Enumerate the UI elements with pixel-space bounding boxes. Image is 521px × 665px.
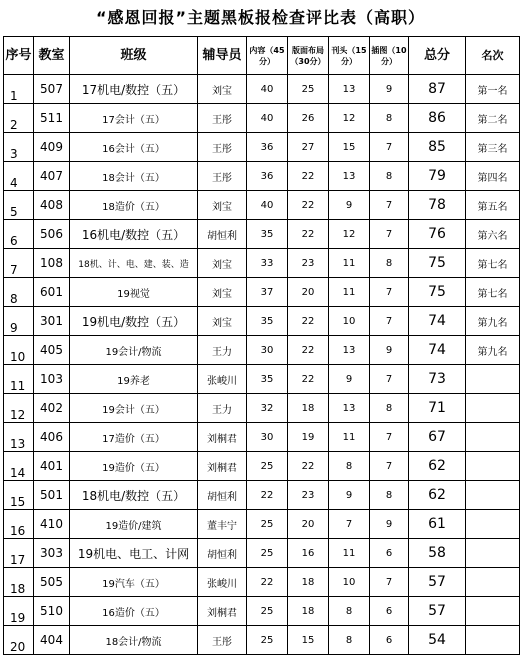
cell-illustration-score: 7 <box>370 191 409 220</box>
cell-class-name: 18机电/数控（五） <box>70 481 198 510</box>
cell-content-score: 36 <box>247 133 288 162</box>
cell-seq: 6 <box>4 220 34 249</box>
cell-seq: 9 <box>4 307 34 336</box>
cell-counselor: 张峻川 <box>198 568 247 597</box>
cell-room: 507 <box>34 75 70 104</box>
table-row <box>4 133 520 162</box>
cell-counselor: 王彤 <box>198 104 247 133</box>
cell-counselor: 胡恒利 <box>198 539 247 568</box>
header-seq: 序号 <box>4 37 34 75</box>
cell-content-score: 40 <box>247 191 288 220</box>
cell-total-score: 73 <box>409 365 466 394</box>
cell-class-name: 16机电/数控（五） <box>70 220 198 249</box>
cell-class-name: 19机电、电工、计网 <box>70 539 198 568</box>
cell-content-score: 30 <box>247 336 288 365</box>
cell-total-score: 62 <box>409 481 466 510</box>
cell-seq: 13 <box>4 423 34 452</box>
table-row <box>4 365 520 394</box>
cell-layout-score: 22 <box>288 365 329 394</box>
cell-content-score: 37 <box>247 278 288 307</box>
cell-counselor: 刘桐君 <box>198 597 247 626</box>
cell-masthead-score: 11 <box>329 423 370 452</box>
cell-illustration-score: 9 <box>370 75 409 104</box>
cell-class-name: 19会计（五） <box>70 394 198 423</box>
cell-rank <box>466 452 520 481</box>
cell-class-name: 18造价（五） <box>70 191 198 220</box>
score-table <box>3 36 520 655</box>
cell-rank <box>466 481 520 510</box>
cell-rank <box>466 423 520 452</box>
cell-seq: 15 <box>4 481 34 510</box>
cell-rank <box>466 510 520 539</box>
cell-masthead-score: 11 <box>329 539 370 568</box>
cell-layout-score: 22 <box>288 307 329 336</box>
cell-layout-score: 15 <box>288 626 329 655</box>
cell-masthead-score: 12 <box>329 220 370 249</box>
cell-total-score: 79 <box>409 162 466 191</box>
cell-counselor: 王彤 <box>198 162 247 191</box>
cell-rank <box>466 365 520 394</box>
header-row <box>4 37 520 75</box>
cell-content-score: 22 <box>247 568 288 597</box>
cell-layout-score: 19 <box>288 423 329 452</box>
cell-seq: 5 <box>4 191 34 220</box>
cell-room: 407 <box>34 162 70 191</box>
cell-layout-score: 16 <box>288 539 329 568</box>
cell-counselor: 王彤 <box>198 133 247 162</box>
cell-illustration-score: 8 <box>370 394 409 423</box>
table-row <box>4 597 520 626</box>
cell-seq: 19 <box>4 597 34 626</box>
header-illustration: 插图（10分） <box>370 37 409 75</box>
cell-room: 406 <box>34 423 70 452</box>
cell-seq: 12 <box>4 394 34 423</box>
cell-room: 405 <box>34 336 70 365</box>
table-row <box>4 278 520 307</box>
cell-seq: 20 <box>4 626 34 655</box>
cell-counselor: 王力 <box>198 394 247 423</box>
cell-content-score: 25 <box>247 539 288 568</box>
cell-class-name: 17造价（五） <box>70 423 198 452</box>
cell-masthead-score: 15 <box>329 133 370 162</box>
cell-masthead-score: 8 <box>329 597 370 626</box>
cell-seq: 2 <box>4 104 34 133</box>
cell-counselor: 王力 <box>198 336 247 365</box>
cell-rank: 第七名 <box>466 278 520 307</box>
cell-seq: 14 <box>4 452 34 481</box>
cell-layout-score: 23 <box>288 249 329 278</box>
cell-masthead-score: 11 <box>329 249 370 278</box>
cell-masthead-score: 8 <box>329 626 370 655</box>
cell-total-score: 78 <box>409 191 466 220</box>
cell-layout-score: 18 <box>288 597 329 626</box>
table-row <box>4 191 520 220</box>
cell-class-name: 19视觉 <box>70 278 198 307</box>
table-row <box>4 452 520 481</box>
page-title: “感恩回报”主题黑板报检查评比表（高职） <box>95 8 426 27</box>
cell-content-score: 25 <box>247 597 288 626</box>
cell-masthead-score: 9 <box>329 365 370 394</box>
cell-masthead-score: 13 <box>329 75 370 104</box>
cell-illustration-score: 6 <box>370 597 409 626</box>
cell-room: 510 <box>34 597 70 626</box>
cell-layout-score: 18 <box>288 568 329 597</box>
cell-class-name: 18会计/物流 <box>70 626 198 655</box>
cell-content-score: 22 <box>247 481 288 510</box>
cell-masthead-score: 7 <box>329 510 370 539</box>
cell-class-name: 16会计（五） <box>70 133 198 162</box>
cell-counselor: 刘宝 <box>198 278 247 307</box>
cell-content-score: 35 <box>247 365 288 394</box>
cell-total-score: 71 <box>409 394 466 423</box>
cell-counselor: 刘宝 <box>198 249 247 278</box>
cell-counselor: 胡恒利 <box>198 481 247 510</box>
cell-class-name: 19机电/数控（五） <box>70 307 198 336</box>
cell-total-score: 86 <box>409 104 466 133</box>
cell-content-score: 35 <box>247 220 288 249</box>
cell-illustration-score: 8 <box>370 481 409 510</box>
cell-room: 404 <box>34 626 70 655</box>
cell-room: 511 <box>34 104 70 133</box>
cell-rank <box>466 539 520 568</box>
cell-layout-score: 27 <box>288 133 329 162</box>
cell-room: 402 <box>34 394 70 423</box>
cell-seq: 3 <box>4 133 34 162</box>
cell-layout-score: 22 <box>288 452 329 481</box>
cell-class-name: 19造价（五） <box>70 452 198 481</box>
cell-illustration-score: 7 <box>370 307 409 336</box>
cell-class-name: 17机电/数控（五） <box>70 75 198 104</box>
cell-class-name: 19汽车（五） <box>70 568 198 597</box>
cell-rank <box>466 394 520 423</box>
cell-illustration-score: 6 <box>370 626 409 655</box>
cell-total-score: 74 <box>409 307 466 336</box>
cell-content-score: 30 <box>247 423 288 452</box>
cell-layout-score: 23 <box>288 481 329 510</box>
cell-counselor: 刘桐君 <box>198 423 247 452</box>
cell-total-score: 61 <box>409 510 466 539</box>
cell-masthead-score: 8 <box>329 452 370 481</box>
cell-counselor: 刘宝 <box>198 75 247 104</box>
header-layout: 版面布局（30分） <box>288 37 329 75</box>
cell-class-name: 17会计（五） <box>70 104 198 133</box>
header-counselor: 辅导员 <box>198 37 247 75</box>
cell-total-score: 85 <box>409 133 466 162</box>
cell-seq: 7 <box>4 249 34 278</box>
table-row <box>4 394 520 423</box>
cell-illustration-score: 7 <box>370 452 409 481</box>
table-row <box>4 510 520 539</box>
cell-illustration-score: 6 <box>370 539 409 568</box>
table-row <box>4 162 520 191</box>
cell-counselor: 刘宝 <box>198 307 247 336</box>
cell-total-score: 58 <box>409 539 466 568</box>
cell-illustration-score: 7 <box>370 133 409 162</box>
cell-rank <box>466 626 520 655</box>
cell-class-name: 19会计/物流 <box>70 336 198 365</box>
table-row <box>4 423 520 452</box>
cell-illustration-score: 7 <box>370 365 409 394</box>
cell-seq: 17 <box>4 539 34 568</box>
header-total: 总分 <box>409 37 466 75</box>
cell-content-score: 25 <box>247 510 288 539</box>
table-row <box>4 481 520 510</box>
cell-room: 108 <box>34 249 70 278</box>
cell-rank: 第七名 <box>466 249 520 278</box>
cell-layout-score: 22 <box>288 191 329 220</box>
cell-content-score: 33 <box>247 249 288 278</box>
cell-content-score: 36 <box>247 162 288 191</box>
cell-illustration-score: 8 <box>370 104 409 133</box>
cell-illustration-score: 8 <box>370 249 409 278</box>
cell-total-score: 75 <box>409 278 466 307</box>
cell-counselor: 张峻川 <box>198 365 247 394</box>
cell-layout-score: 20 <box>288 278 329 307</box>
cell-layout-score: 22 <box>288 220 329 249</box>
cell-content-score: 25 <box>247 452 288 481</box>
cell-room: 501 <box>34 481 70 510</box>
cell-content-score: 25 <box>247 626 288 655</box>
cell-counselor: 刘桐君 <box>198 452 247 481</box>
cell-masthead-score: 10 <box>329 307 370 336</box>
cell-rank: 第一名 <box>466 75 520 104</box>
table-row <box>4 539 520 568</box>
cell-rank <box>466 568 520 597</box>
cell-total-score: 87 <box>409 75 466 104</box>
cell-masthead-score: 11 <box>329 278 370 307</box>
cell-room: 401 <box>34 452 70 481</box>
table-row <box>4 626 520 655</box>
cell-seq: 18 <box>4 568 34 597</box>
cell-counselor: 董丰宁 <box>198 510 247 539</box>
cell-seq: 8 <box>4 278 34 307</box>
cell-rank: 第九名 <box>466 336 520 365</box>
cell-rank: 第二名 <box>466 104 520 133</box>
cell-masthead-score: 12 <box>329 104 370 133</box>
cell-illustration-score: 9 <box>370 336 409 365</box>
cell-layout-score: 25 <box>288 75 329 104</box>
cell-illustration-score: 7 <box>370 220 409 249</box>
cell-masthead-score: 10 <box>329 568 370 597</box>
cell-class-name: 19养老 <box>70 365 198 394</box>
cell-total-score: 76 <box>409 220 466 249</box>
cell-layout-score: 20 <box>288 510 329 539</box>
cell-total-score: 74 <box>409 336 466 365</box>
cell-room: 103 <box>34 365 70 394</box>
cell-layout-score: 22 <box>288 162 329 191</box>
cell-rank <box>466 597 520 626</box>
header-content: 内容（45分） <box>247 37 288 75</box>
cell-room: 505 <box>34 568 70 597</box>
cell-layout-score: 18 <box>288 394 329 423</box>
cell-class-name: 18会计（五） <box>70 162 198 191</box>
table-row <box>4 568 520 597</box>
cell-illustration-score: 9 <box>370 510 409 539</box>
header-rank: 名次 <box>466 37 520 75</box>
cell-masthead-score: 13 <box>329 162 370 191</box>
cell-seq: 1 <box>4 75 34 104</box>
cell-illustration-score: 7 <box>370 423 409 452</box>
table-row <box>4 75 520 104</box>
cell-illustration-score: 7 <box>370 568 409 597</box>
cell-content-score: 35 <box>247 307 288 336</box>
header-masthead: 刊头（15分） <box>329 37 370 75</box>
cell-room: 410 <box>34 510 70 539</box>
header-class: 班级 <box>70 37 198 75</box>
cell-counselor: 刘宝 <box>198 191 247 220</box>
cell-rank: 第三名 <box>466 133 520 162</box>
cell-rank: 第五名 <box>466 191 520 220</box>
cell-total-score: 75 <box>409 249 466 278</box>
cell-illustration-score: 7 <box>370 278 409 307</box>
cell-total-score: 57 <box>409 568 466 597</box>
cell-class-name: 18机、计、电、建、装、造 <box>70 249 198 278</box>
cell-rank: 第九名 <box>466 307 520 336</box>
cell-illustration-score: 8 <box>370 162 409 191</box>
header-room: 教室 <box>34 37 70 75</box>
cell-room: 506 <box>34 220 70 249</box>
cell-room: 303 <box>34 539 70 568</box>
table-row <box>4 249 520 278</box>
cell-room: 301 <box>34 307 70 336</box>
cell-room: 408 <box>34 191 70 220</box>
table-row <box>4 336 520 365</box>
cell-counselor: 王彤 <box>198 626 247 655</box>
table-row <box>4 220 520 249</box>
cell-content-score: 40 <box>247 75 288 104</box>
cell-seq: 16 <box>4 510 34 539</box>
cell-total-score: 54 <box>409 626 466 655</box>
cell-seq: 10 <box>4 336 34 365</box>
cell-class-name: 19造价/建筑 <box>70 510 198 539</box>
cell-masthead-score: 13 <box>329 336 370 365</box>
cell-masthead-score: 9 <box>329 481 370 510</box>
cell-total-score: 67 <box>409 423 466 452</box>
cell-seq: 4 <box>4 162 34 191</box>
cell-room: 409 <box>34 133 70 162</box>
cell-layout-score: 26 <box>288 104 329 133</box>
cell-total-score: 62 <box>409 452 466 481</box>
cell-content-score: 32 <box>247 394 288 423</box>
table-row <box>4 104 520 133</box>
cell-room: 601 <box>34 278 70 307</box>
cell-class-name: 16造价（五） <box>70 597 198 626</box>
cell-layout-score: 22 <box>288 336 329 365</box>
cell-total-score: 57 <box>409 597 466 626</box>
cell-seq: 11 <box>4 365 34 394</box>
cell-rank: 第四名 <box>466 162 520 191</box>
cell-masthead-score: 13 <box>329 394 370 423</box>
cell-content-score: 40 <box>247 104 288 133</box>
table-row <box>4 307 520 336</box>
cell-counselor: 胡恒利 <box>198 220 247 249</box>
cell-rank: 第六名 <box>466 220 520 249</box>
cell-masthead-score: 9 <box>329 191 370 220</box>
